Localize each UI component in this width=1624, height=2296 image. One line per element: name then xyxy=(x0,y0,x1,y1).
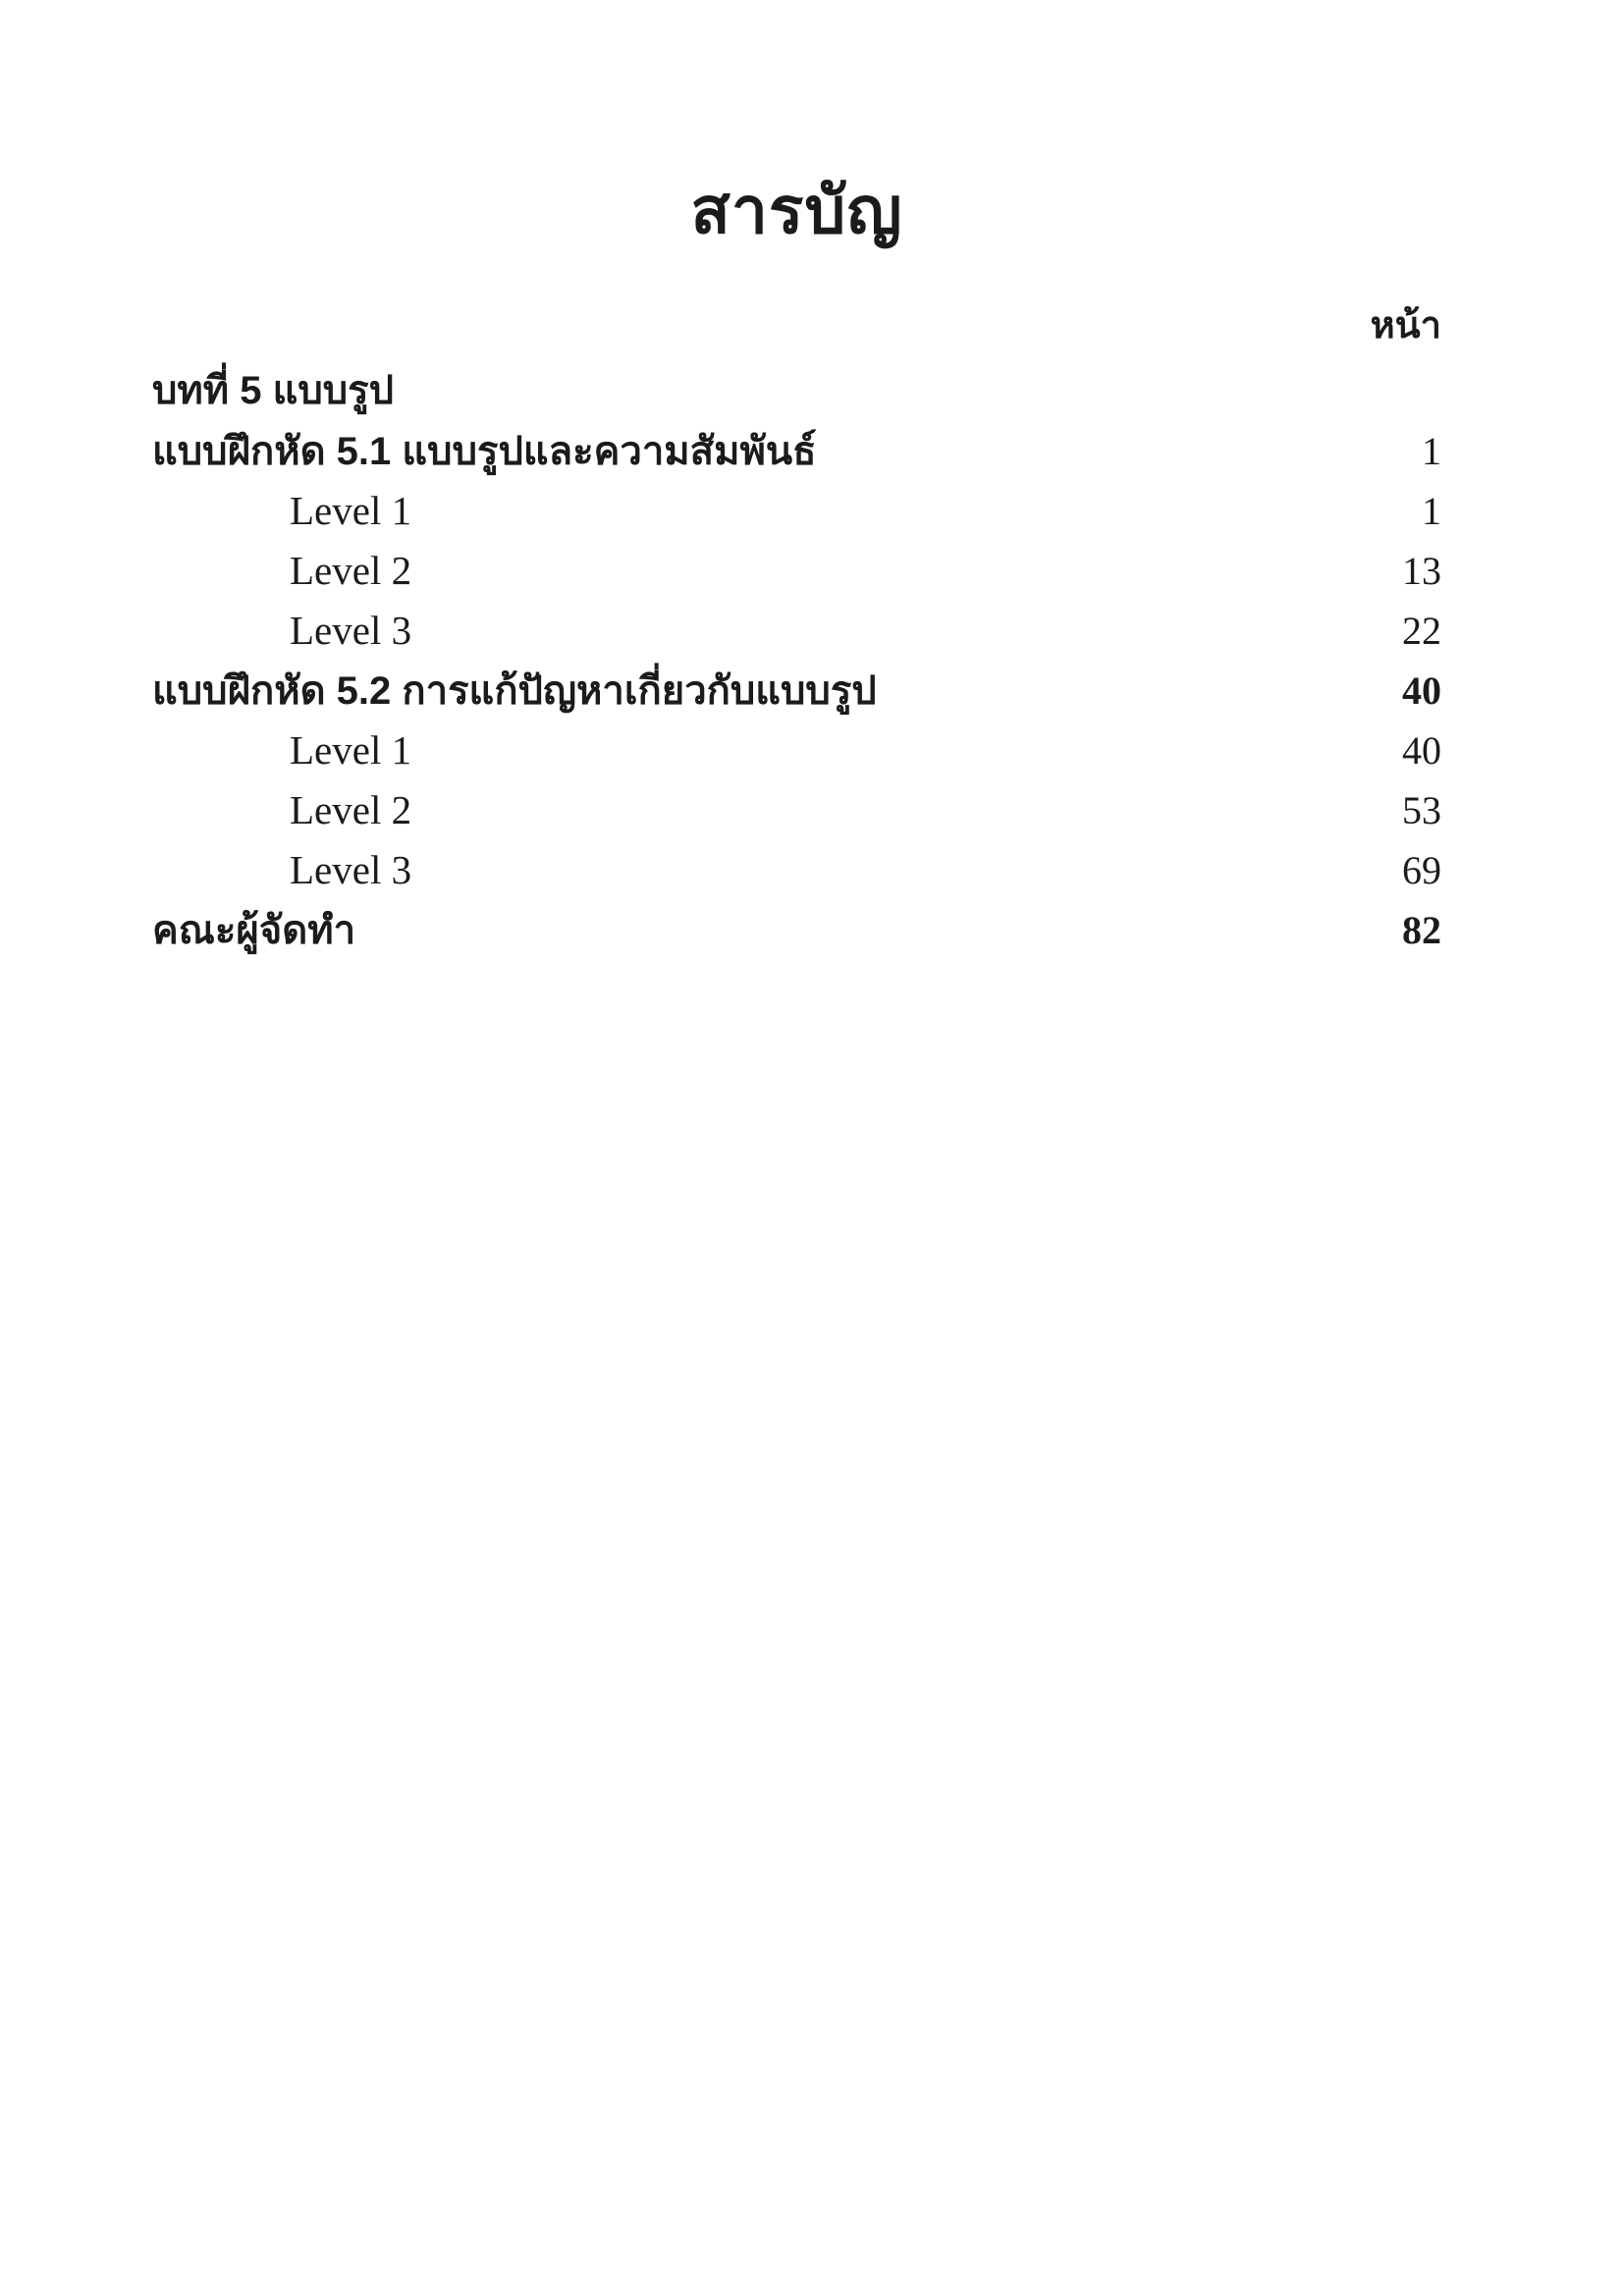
toc-entry-label: Level 1 xyxy=(290,488,412,533)
page-column-header: หน้า xyxy=(1370,305,1441,347)
toc-entry-label: แบบฝึกหัด 5.2 การแก้ปัญหาเกี่ยวกับแบบรูป xyxy=(152,669,877,713)
toc-entry-page: 40 xyxy=(1402,728,1441,773)
toc-entry-section xyxy=(152,421,1441,481)
toc-entry-level xyxy=(152,780,1441,840)
toc-entry-page: 13 xyxy=(1402,549,1441,593)
toc-entry-label: Level 1 xyxy=(290,727,412,773)
toc-entry-label: Level 2 xyxy=(290,787,412,832)
toc-entry-level xyxy=(152,481,1441,541)
toc-entry-page: 69 xyxy=(1402,848,1441,892)
toc-entry-label: บทที่ 5 แบบรูป xyxy=(152,369,395,412)
toc-entry-level xyxy=(152,840,1441,900)
toc-entry-page: 1 xyxy=(1422,489,1441,533)
toc-entry-section xyxy=(152,900,1441,960)
toc-entry-level xyxy=(152,721,1441,780)
toc-entry-page: 22 xyxy=(1402,609,1441,653)
toc-entry-chapter xyxy=(152,361,1441,421)
page-title: สารบัญ xyxy=(690,174,903,247)
toc-entry-page: 82 xyxy=(1402,908,1441,952)
toc-entry-level xyxy=(152,601,1441,661)
toc-entry-section xyxy=(152,661,1441,721)
toc-entry-label: คณะผู้จัดทำ xyxy=(152,909,356,952)
toc-entry-page: 40 xyxy=(1402,668,1441,713)
toc-entry-level xyxy=(152,541,1441,601)
toc-entry-label: Level 3 xyxy=(290,847,412,892)
toc-entry-label: Level 2 xyxy=(290,548,412,593)
toc-entry-label: แบบฝึกหัด 5.1 แบบรูปและความสัมพันธ์ xyxy=(152,430,817,473)
toc-entry-label: Level 3 xyxy=(290,608,412,653)
toc-entry-page: 1 xyxy=(1422,429,1441,473)
toc-entries xyxy=(152,361,1441,960)
toc-entry-page: 53 xyxy=(1402,788,1441,832)
